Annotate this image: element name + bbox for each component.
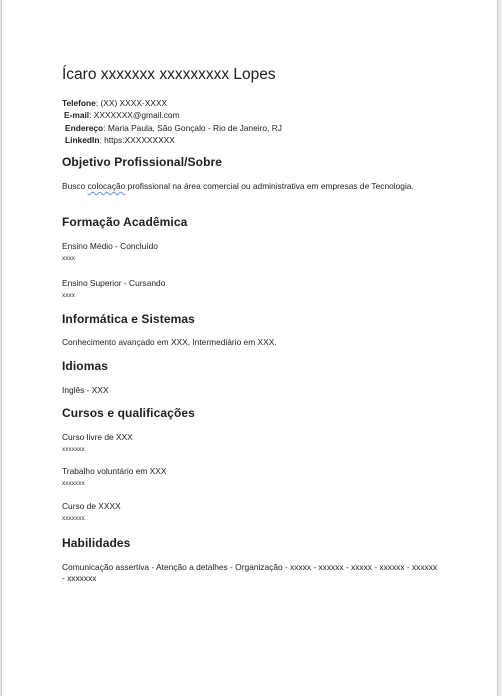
course-item-1-title: Curso livre de XXX [62, 432, 133, 442]
education-item-1-title: Ensino Médio - Concluído [62, 241, 158, 251]
education-item-2-detail: xxxx [62, 292, 75, 299]
languages-heading: Idiomas [62, 359, 109, 373]
objective-text-end: profissional na área comercial ou administrativa em empresas de Tecnologia. [125, 181, 414, 191]
contact-block [62, 97, 282, 146]
course-item-2-detail: xxxxxxx [62, 480, 85, 487]
linkedin-value: : https:XXXXXXXXX [99, 134, 175, 145]
education-item-1-detail: xxxx [62, 255, 75, 262]
linkedin-row [62, 134, 282, 146]
course-item-2-title: Trabalho voluntário em XXX [62, 466, 167, 476]
course-item-1-detail: xxxxxxx [62, 446, 85, 453]
languages-text: Inglês - XXX [62, 385, 109, 395]
objective-text-start: Busco [62, 181, 88, 191]
resume-name: Ícaro xxxxxxx xxxxxxxxx Lopes [62, 66, 276, 83]
address-value: : Maria Paula, São Gonçalo - Rio de Janeiro, RJ [103, 122, 282, 133]
objective-text [62, 181, 447, 192]
skills-heading: Habilidades [62, 536, 131, 550]
phone-label: Telefone [62, 98, 96, 108]
misspelled-word[interactable]: colocação [87, 181, 126, 191]
it-text: Conhecimento avançado em XXX, Intermediário em XXX. [62, 337, 277, 347]
email-label: E-mail [64, 110, 90, 121]
course-item-3-title: Curso de XXXX [62, 501, 121, 511]
phone-value: : (XX) XXXX-XXXX [95, 98, 168, 108]
it-heading: Informática e Sistemas [62, 312, 195, 326]
document-page [1, 0, 498, 696]
education-heading: Formação Acadêmica [62, 215, 188, 229]
objective-heading: Objetivo Profissional/Sobre [62, 155, 223, 169]
email-value: : XXXXXXX@gmail.com [89, 110, 180, 121]
phone-row [62, 97, 282, 109]
course-item-3-detail: xxxxxxx [62, 515, 85, 522]
address-row [62, 122, 282, 134]
address-label: Endereço [65, 122, 104, 133]
courses-heading: Cursos e qualificações [62, 406, 195, 420]
linkedin-label: LinkedIn [65, 134, 100, 145]
education-item-2-title: Ensino Superior - Cursando [62, 278, 166, 288]
skills-text: Comunicação assertiva - Atenção a detalhes - Organização - xxxxx - xxxxxx - xxxxx - xxxxxx - xxxxxx - xxxxxxx [62, 562, 438, 584]
email-row [62, 109, 282, 121]
